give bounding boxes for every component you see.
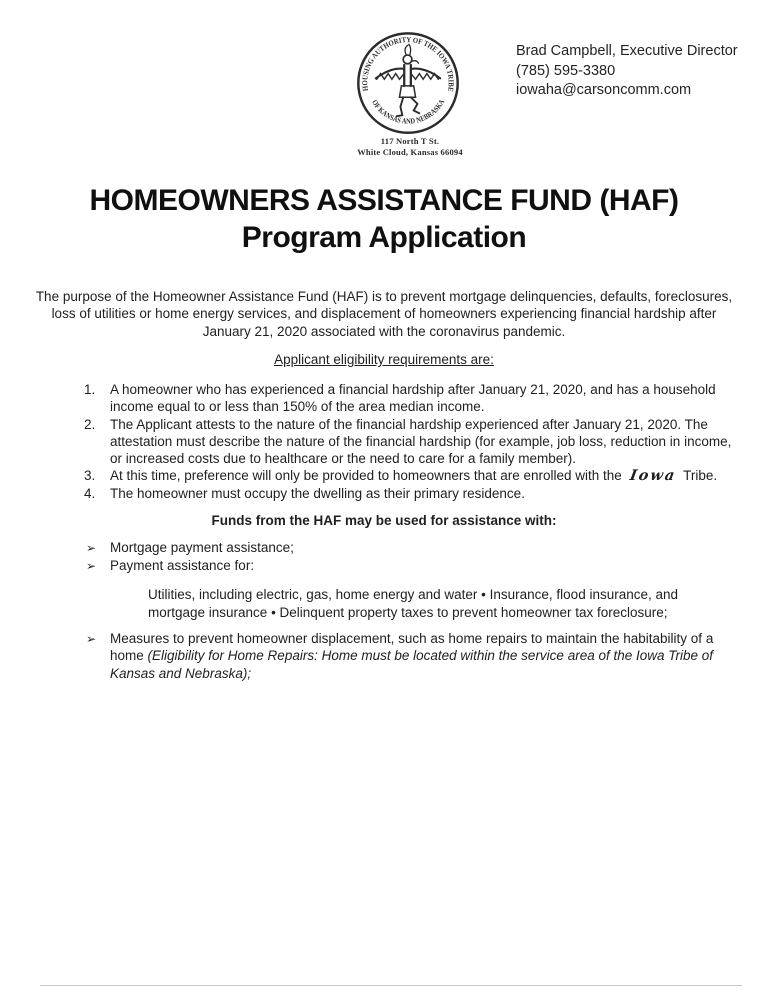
list-item bbox=[86, 557, 736, 575]
list-number: 2. bbox=[84, 416, 96, 432]
svg-text:OF KANSAS AND NEBRASKA bbox=[370, 97, 446, 125]
list-item bbox=[84, 485, 736, 502]
page-title-line2: Program Application bbox=[241, 221, 527, 254]
eagle-dancer-icon bbox=[376, 44, 440, 116]
list-number: 3. bbox=[84, 468, 96, 484]
bullet-text: Payment assistance for: bbox=[110, 558, 255, 574]
item3-text-after: Tribe. bbox=[683, 468, 718, 484]
contact-email: iowaha@carsoncomm.com bbox=[516, 82, 692, 98]
seal-icon bbox=[350, 31, 466, 137]
purpose-paragraph: The purpose of the Homeowner Assistance Fund (HAF) is to prevent mortgage delinquencies, defaults, foreclosures, loss of utilities or home energy services, and displacement of homeowners experiencing financial hardship after January 21, 2020 associated with the coronavirus pandemic. bbox=[35, 289, 733, 339]
scan-artifact-line bbox=[40, 985, 742, 986]
contact-block bbox=[516, 42, 756, 101]
item3-text-before: At this time, preference will only be provided to homeowners that are enrolled with the bbox=[110, 468, 622, 484]
funds-heading: Funds from the HAF may be used for assistance with: bbox=[211, 513, 557, 528]
list-item-text: The Applicant attests to the nature of the financial hardship experienced after January 21, 2020. The attestation must describe the nature of the financial hardship (for example, job loss, reduction in income, or increased costs due to healthcare or the need to care for a family member). bbox=[110, 416, 732, 467]
funds-bullet-list bbox=[86, 539, 736, 576]
list-item bbox=[84, 416, 736, 468]
letterhead-address bbox=[330, 136, 490, 158]
list-item bbox=[84, 467, 736, 484]
handwritten-tribe-name: Iowa bbox=[628, 467, 678, 485]
eligibility-list bbox=[84, 381, 736, 502]
eligibility-heading-text: Applicant eligibility requirements are: bbox=[274, 352, 494, 367]
list-item-text: A homeowner who has experienced a financial hardship after January 21, 2020, and has a household income equal to or less than 150% of the area median income. bbox=[110, 382, 716, 415]
list-item-text: The homeowner must occupy the dwelling as their primary residence. bbox=[110, 485, 525, 501]
contact-phone: (785) 595-3380 bbox=[516, 62, 616, 79]
address-line-1: 117 North T St. bbox=[380, 136, 440, 146]
bullet-text bbox=[110, 630, 734, 682]
contact-name: Brad Campbell, Executive Director bbox=[516, 43, 738, 59]
seal-bottom-text: OF KANSAS AND NEBRASKA bbox=[370, 97, 447, 126]
list-number: 4. bbox=[84, 485, 96, 501]
list-number: 1. bbox=[84, 382, 96, 397]
tribal-seal-logo bbox=[350, 31, 466, 137]
arrow-bullet-icon: ➢ bbox=[86, 541, 97, 555]
arrow-bullet-icon: ➢ bbox=[86, 632, 97, 646]
bullet3-normal: Measures to prevent homeowner displacement, such as home repairs to maintain the habitability of a home bbox=[110, 631, 714, 664]
page-title bbox=[0, 182, 768, 256]
eligibility-heading bbox=[0, 352, 768, 367]
list-item-text bbox=[110, 467, 736, 484]
list-item bbox=[86, 630, 741, 682]
utilities-sub-paragraph: Utilities, including electric, gas, home energy and water • Insurance, flood insurance, and mortgage insurance • Delinquent property taxes to prevent homeowner tax foreclosure; bbox=[148, 587, 679, 620]
page-title-line1: HOMEOWNERS ASSISTANCE FUND (HAF) bbox=[89, 184, 679, 217]
bullet3-italic: (Eligibility for Home Repairs: Home must be located within the service area of the Iowa Tribe of Kansas and Nebraska); bbox=[110, 648, 714, 681]
arrow-bullet-icon: ➢ bbox=[86, 559, 97, 574]
list-item bbox=[84, 381, 736, 416]
bullet-text: Mortgage payment assistance; bbox=[110, 540, 294, 555]
seal-top-text: HOUSING AUTHORITY OF THE IOWA TRIBE bbox=[360, 35, 456, 93]
list-item bbox=[86, 539, 736, 557]
address-line-2: White Cloud, Kansas 66094 bbox=[357, 147, 463, 157]
